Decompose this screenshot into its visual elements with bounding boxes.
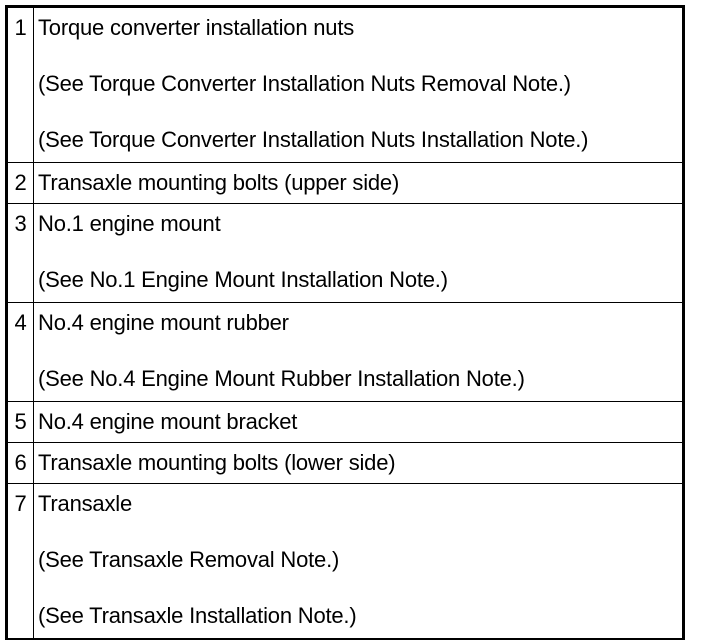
step-number-cell — [7, 204, 34, 303]
step-number-cell — [7, 303, 34, 402]
part-name: Transaxle mounting bolts (upper side) — [38, 170, 400, 195]
step-description-cell — [34, 7, 684, 163]
part-name: Transaxle — [38, 491, 132, 516]
step-description-cell — [34, 204, 684, 303]
note-reference: (See Transaxle Installation Note.) — [38, 603, 357, 628]
step-description-cell — [34, 402, 684, 443]
step-description-cell — [34, 484, 684, 640]
step-number-cell — [7, 7, 34, 163]
note-reference: (See Torque Converter Installation Nuts Removal Note.) — [38, 71, 571, 96]
note-reference: (See No.1 Engine Mount Installation Note.) — [38, 267, 448, 292]
step-number-cell — [7, 163, 34, 204]
table-row — [7, 163, 684, 204]
table-row — [7, 402, 684, 443]
step-number: 5 — [14, 409, 27, 434]
procedure-table — [5, 5, 685, 640]
step-number: 3 — [14, 211, 27, 236]
step-description-cell — [34, 303, 684, 402]
note-reference: (See Torque Converter Installation Nuts Installation Note.) — [38, 127, 589, 152]
part-name: Transaxle mounting bolts (lower side) — [38, 450, 396, 475]
note-reference: (See No.4 Engine Mount Rubber Installation Note.) — [38, 366, 525, 391]
part-name: Torque converter installation nuts — [38, 15, 355, 40]
step-description-cell — [34, 163, 684, 204]
step-number-cell — [7, 484, 34, 640]
note-reference: (See Transaxle Removal Note.) — [38, 547, 340, 572]
part-name: No.1 engine mount — [38, 211, 221, 236]
table-row — [7, 484, 684, 640]
table-row — [7, 443, 684, 484]
step-number: 1 — [14, 15, 27, 40]
step-number: 6 — [14, 450, 27, 475]
step-number: 2 — [14, 170, 27, 195]
table-row — [7, 204, 684, 303]
part-name: No.4 engine mount rubber — [38, 310, 289, 335]
step-number-cell — [7, 402, 34, 443]
step-description-cell — [34, 443, 684, 484]
table-row — [7, 303, 684, 402]
table-row — [7, 7, 684, 163]
procedure-table-body — [7, 7, 684, 640]
part-name: No.4 engine mount bracket — [38, 409, 298, 434]
step-number: 7 — [14, 491, 27, 516]
step-number: 4 — [14, 310, 27, 335]
step-number-cell — [7, 443, 34, 484]
